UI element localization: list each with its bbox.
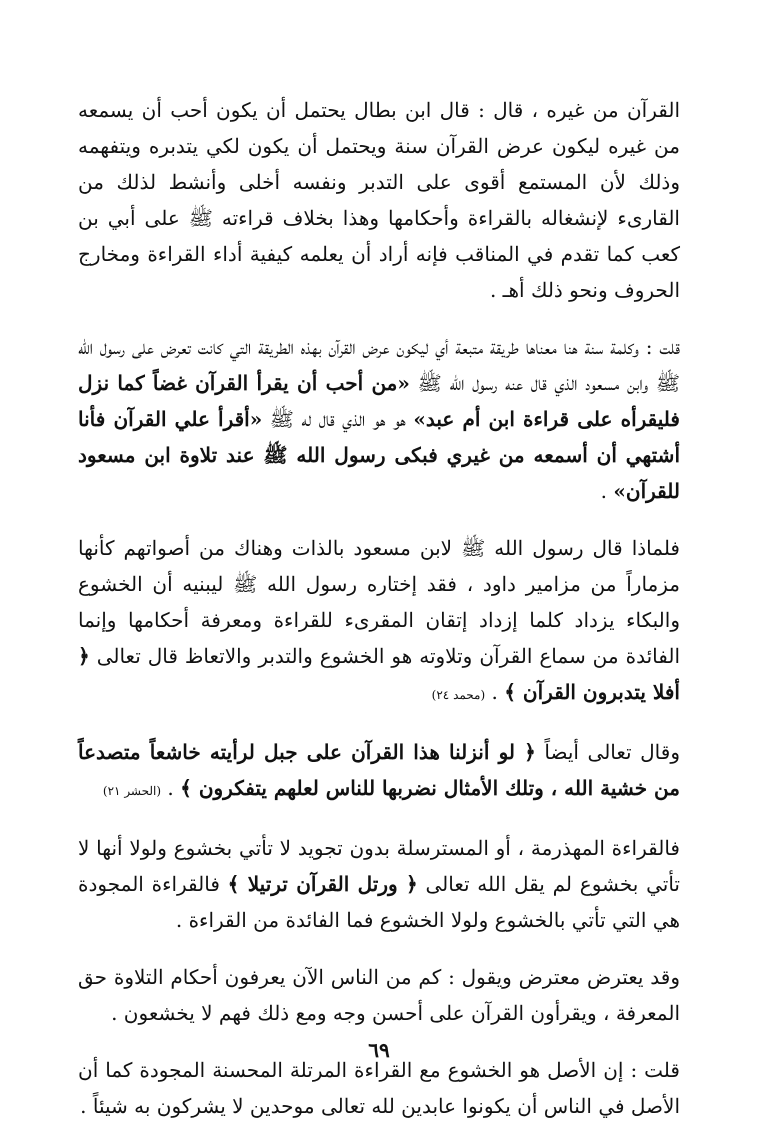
paragraph-text: . (600, 479, 614, 503)
paragraph-text: . (161, 776, 181, 800)
paragraph-text: فالقراءة المجودة هي التي تأتي بالخشوع ولولا الخشوع فما الفائدة من القراءة . (78, 872, 680, 932)
paragraph-text: وقال تعالى أيضاً (535, 740, 680, 764)
paragraph-text: فالقراءة المهذرمة ، أو المسترسلة بدون تجويد لا تأتي بخشوع ولولا أنها لا تأتي بخشوع لم يقل الله تعالى (78, 836, 680, 896)
verse-quote: ﴿ ورتل القرآن ترتيلا ﴾ (227, 872, 418, 896)
paragraph-text: القرآن من غيره ، قال : قال ابن بطال يحتمل أن يكون أحب أن يسمعه من غيره ليكون عرض القرآن سنة ويحتمل أن يكون لكي يتدبره ويتفهمه وذلك لأن المستمع أقوى على التدبر ونفسه أخلى وأنشط لذلك من القارىء لإنشغاله بالقراءة وأحكامها وهذا بخلاف قراءته ﷺ على أبي بن كعب كما تقدم في المناقب فإنه أراد أن يعلمه كيفية أداء القراءة ومخارج الحروف ونحو ذلك أهـ . (78, 98, 680, 302)
verse-quote: ﴿ لو أنزلنا هذا القرآن على جبل لرأيته خاشعاً متصدعاً من خشية الله ، وتلك الأمثال نضربها للناس لعلهم يتفكرون ﴾ (78, 740, 680, 800)
page-number: ٦٩ (368, 1038, 390, 1062)
paragraph-text: فلماذا قال رسول الله ﷺ لابن مسعود بالذات وهناك من أصواتهم كأنها مزماراً من مزامير داود ، فقد إختاره رسول الله ﷺ ليبنيه أن الخشوع والبكاء يزداد كلما إزداد إتقان المقرىء للقراءة ومعرفة أحكامها وإنما الفائدة من سماع القرآن وتلاوته هو الخشوع والتدبر والاتعاظ قال تعالى (78, 536, 680, 668)
paragraph-text: هو هو الذي قال له ﷺ (262, 407, 414, 431)
verse-quote: ﴿ أفلا يتدبرون القرآن ﴾ (78, 644, 680, 704)
paragraph-3 (78, 530, 680, 713)
paragraph-7 (78, 1052, 680, 1124)
paragraph-6 (78, 959, 680, 1031)
paragraph-4 (78, 734, 680, 809)
verse-reference: (الحشر ٢١) (102, 784, 162, 798)
paragraph-text: . (485, 680, 505, 704)
paragraph-2 (78, 329, 680, 509)
paragraph-1 (78, 92, 680, 308)
verse-reference: (محمد ٢٤) (431, 688, 486, 702)
paragraph-text: قلت : إن الأصل هو الخشوع مع القراءة المرتلة المحسنة المجودة كما أن الأصل في الناس أن يكونوا عابدين لله تعالى موحدين لا يشركون به شيئاً . (78, 1058, 680, 1118)
hadith-quote: «أقرأ علي القرآن فأنا أشتهي أن أسمعه من غيري فبكى رسول الله ﷺ عند تلاوة ابن مسعود للقرآن» (78, 407, 680, 503)
paragraph-text: وقد يعترض معترض ويقول : كم من الناس الآن يعرفون أحكام التلاوة حق المعرفة ، ويقرأون القرآن على أحسن وجه ومع ذلك فهم لا يخشعون . (78, 965, 680, 1025)
hadith-quote: «من أحب أن يقرأ القرآن غضاً كما نزل فليقرأه على قراءة ابن أم عبد» (78, 371, 680, 431)
paragraph-5 (78, 830, 680, 938)
paragraph-text: قلت : وكلمة سنة هنا معناها طريقة متبعة أي ليكون عرض القرآن بهذه الطريقة التي كانت تعرض على رسول الله ﷺ وابن مسعود الذي قال عنه رسول الله ﷺ (78, 335, 680, 395)
